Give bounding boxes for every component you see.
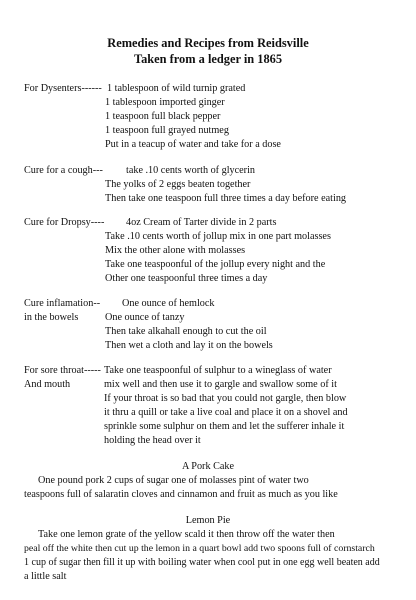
remedy-line: mix well and then use it to gargle and swallow some of it: [104, 379, 337, 390]
page-subtitle: Taken from a ledger in 1865: [133, 52, 283, 66]
remedy-line: If your throat is so bad that you could not gargle, then blow: [104, 393, 347, 404]
recipe-line: One pound pork 2 cups of sugar one of molasses pint of water two: [38, 475, 309, 486]
remedy-line: Mix the other alone with molasses: [105, 245, 246, 256]
remedy-line: Take one teaspoonful of sulphur to a wineglass of water: [104, 365, 332, 376]
remedy-line: Take .10 cents worth of jollup mix in one part molasses: [105, 231, 331, 242]
recipe-line: a little salt: [24, 571, 67, 582]
remedy-label: Cure for a cough---: [24, 165, 103, 176]
remedy-line: take .10 cents worth of glycerin: [126, 165, 256, 176]
remedy-line: sprinkle some sulphur on them and let the sufferer inhale it: [104, 421, 345, 432]
remedy-label: And mouth: [24, 379, 71, 390]
page-title: Remedies and Recipes from Reidsville: [107, 36, 309, 50]
remedy-label: For sore throat-----: [24, 365, 101, 376]
recipe-line: teaspoons full of salaratin cloves and cinnamon and fruit as much as you like: [24, 489, 338, 500]
remedy-label: Cure for Dropsy----: [24, 217, 105, 228]
remedy-line: 4oz Cream of Tarter divide in 2 parts: [126, 217, 277, 228]
remedy-line: Then wet a cloth and lay it on the bowels: [105, 340, 273, 351]
remedy-line: Other one teaspoonful three times a day: [105, 273, 268, 284]
remedy-line: 1 tablespoon of wild turnip grated: [107, 83, 246, 94]
remedy-line: Take one teaspoonful of the jollup every night and the: [105, 259, 326, 270]
remedy-line: The yolks of 2 eggs beaten together: [105, 179, 251, 190]
remedy-line: Then take one teaspoon full three times a day before eating: [105, 193, 347, 204]
remedy-line: Then take alkahall enough to cut the oil: [105, 326, 267, 337]
recipe-line: peal off the white then cut up the lemon in a quart bowl add two spoons full of cornstarch: [24, 543, 375, 554]
remedy-label: For Dysenters------: [24, 83, 102, 94]
remedy-line: One ounce of tanzy: [105, 312, 185, 323]
recipe-line: 1 cup of sugar then fill it up with boiling water when cool put in one egg well beaten add: [24, 557, 380, 568]
recipe-title: Lemon Pie: [185, 515, 231, 526]
remedy-line: holding the head over it: [104, 435, 201, 446]
remedy-label: Cure inflamation--: [24, 298, 101, 309]
remedy-line: One ounce of hemlock: [122, 298, 215, 309]
remedy-line: 1 teaspoon full black pepper: [105, 111, 221, 122]
remedy-line: Put in a teacup of water and take for a dose: [105, 139, 281, 150]
remedy-line: it thru a quill or take a live coal and place it on a shovel and: [104, 407, 348, 418]
recipe-line: Take one lemon grate of the yellow scald it then throw off the water then: [38, 529, 335, 540]
recipe-title: A Pork Cake: [181, 461, 235, 472]
remedy-line: 1 teaspoon full grayed nutmeg: [105, 125, 229, 136]
remedy-label: in the bowels: [24, 312, 79, 323]
remedy-line: 1 tablespoon imported ginger: [105, 97, 225, 108]
